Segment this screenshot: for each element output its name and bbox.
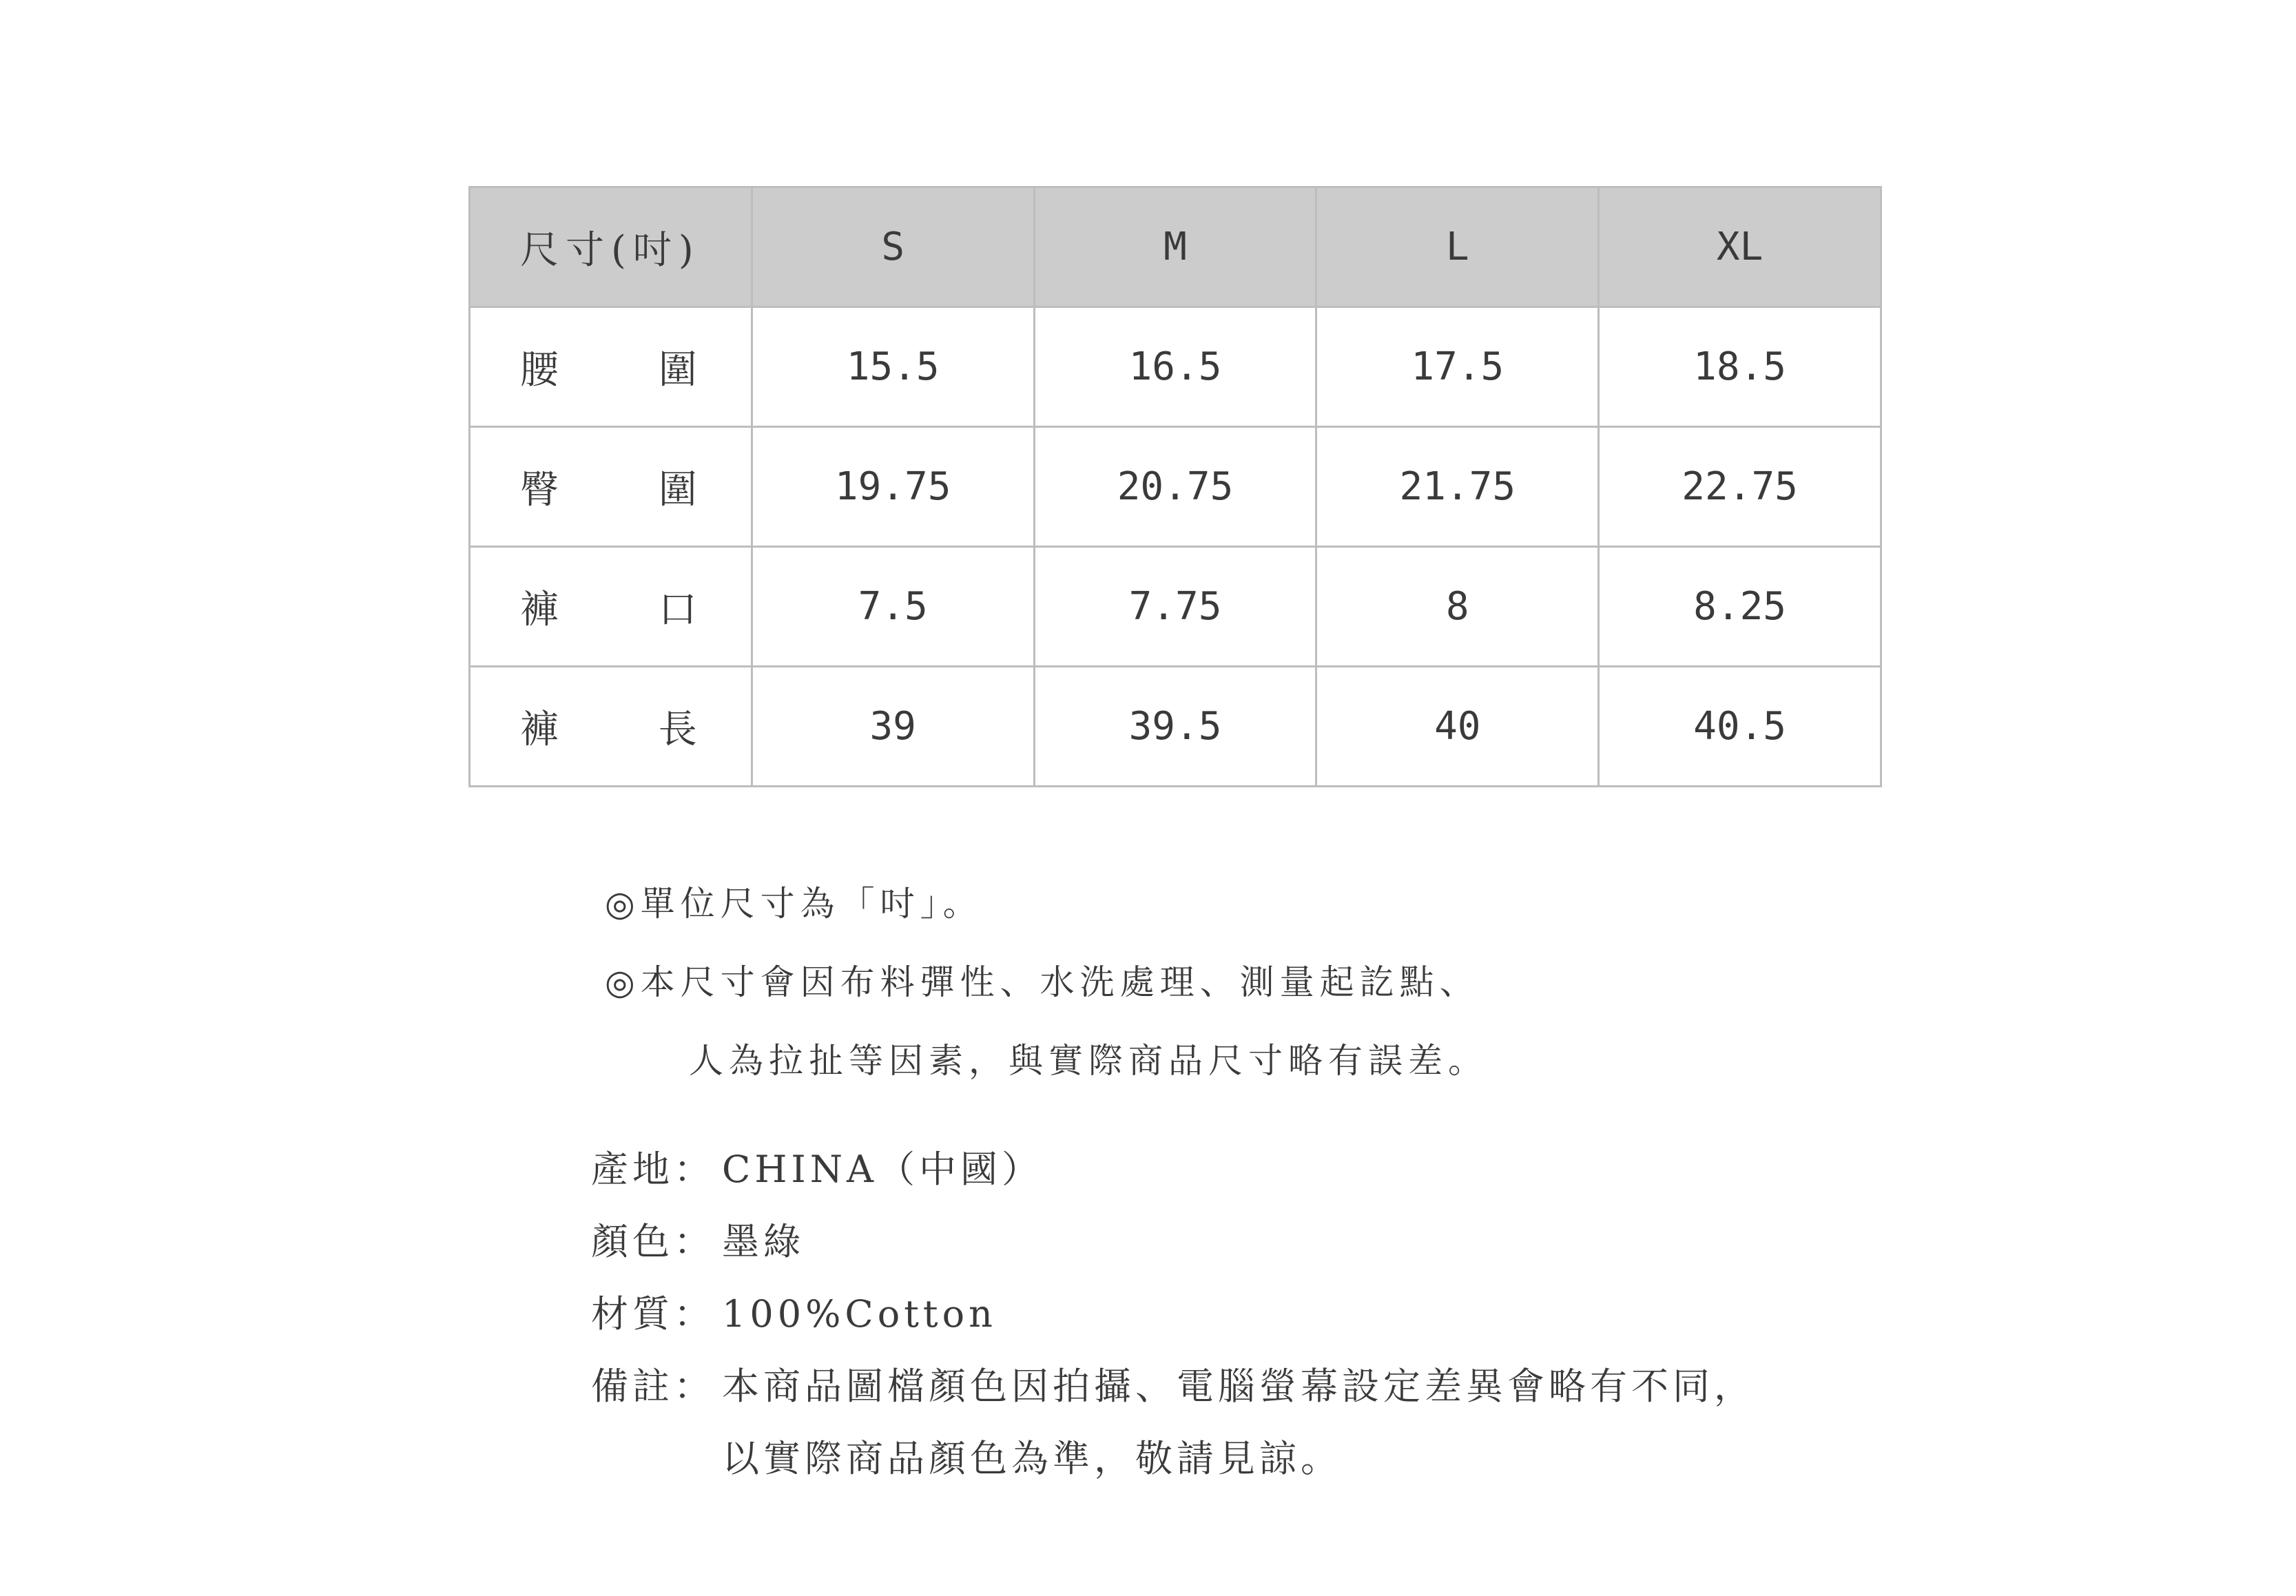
note-tolerance: ◎本尺寸會因布料彈性、水洗處理、測量起訖點、 bbox=[605, 962, 1480, 1002]
color-line bbox=[591, 1205, 1755, 1278]
material-line bbox=[591, 1278, 1755, 1350]
table-cell: 21.75 bbox=[1316, 427, 1599, 547]
table-cell: 20.75 bbox=[1034, 427, 1316, 547]
table-row-waist bbox=[470, 307, 1881, 427]
table-row-hip bbox=[470, 427, 1881, 547]
table-header-row bbox=[470, 187, 1881, 307]
color-label: 顏色： bbox=[591, 1220, 715, 1263]
table-cell: 39.5 bbox=[1034, 667, 1316, 787]
table-cell: 17.5 bbox=[1316, 307, 1599, 427]
material-value: 100%Cotton bbox=[722, 1292, 997, 1336]
table-cell: 7.5 bbox=[752, 547, 1034, 667]
table-cell: 19.75 bbox=[752, 427, 1034, 547]
table-cell: 39 bbox=[752, 667, 1034, 787]
header-size-m: M bbox=[1034, 187, 1316, 307]
table-cell: 16.5 bbox=[1034, 307, 1316, 427]
table-cell: 8.25 bbox=[1599, 547, 1881, 667]
header-size-s: S bbox=[752, 187, 1034, 307]
table-row-leg-opening bbox=[470, 547, 1881, 667]
table-cell: 22.75 bbox=[1599, 427, 1881, 547]
product-info bbox=[591, 1133, 1755, 1495]
table-cell: 40 bbox=[1316, 667, 1599, 787]
origin-label: 產地： bbox=[591, 1148, 715, 1191]
header-size-l: L bbox=[1316, 187, 1599, 307]
row-label: 褲 長 bbox=[470, 667, 752, 787]
table-cell: 7.75 bbox=[1034, 547, 1316, 667]
table-cell: 15.5 bbox=[752, 307, 1034, 427]
origin-line bbox=[591, 1133, 1755, 1205]
color-value: 墨綠 bbox=[722, 1220, 805, 1263]
row-label: 褲 口 bbox=[470, 547, 752, 667]
origin-value: CHINA（中國） bbox=[722, 1148, 1043, 1191]
table-row-length bbox=[470, 667, 1881, 787]
remark-continued: 以實際商品顏色為準，敬請見諒。 bbox=[722, 1437, 1342, 1480]
header-size-xl: XL bbox=[1599, 187, 1881, 307]
note-unit: ◎單位尺寸為「吋」。 bbox=[605, 884, 983, 924]
remark-label: 備註： bbox=[591, 1365, 715, 1408]
remark-line bbox=[591, 1350, 1755, 1422]
table-cell: 40.5 bbox=[1599, 667, 1881, 787]
material-label: 材質： bbox=[591, 1292, 715, 1336]
remark-value: 本商品圖檔顏色因拍攝、電腦螢幕設定差異會略有不同， bbox=[722, 1365, 1755, 1408]
size-notes bbox=[605, 864, 1488, 1100]
note-tolerance-continued: 人為拉扯等因素，與實際商品尺寸略有誤差。 bbox=[689, 1041, 1488, 1081]
header-size-label: 尺寸(吋) bbox=[470, 187, 752, 307]
size-chart-table bbox=[468, 186, 1882, 787]
row-label: 腰 圍 bbox=[470, 307, 752, 427]
table-cell: 8 bbox=[1316, 547, 1599, 667]
table-cell: 18.5 bbox=[1599, 307, 1881, 427]
row-label: 臀 圍 bbox=[470, 427, 752, 547]
